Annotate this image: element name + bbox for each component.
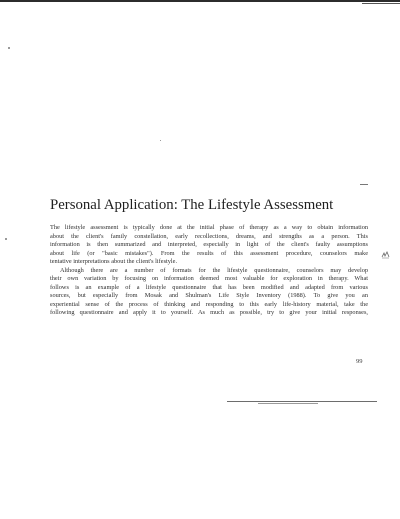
text-line: The lifestyle assessment is typically done at the initial phase of therapy as a way to obtain information <box>50 224 368 231</box>
section-heading: Personal Application: The Lifestyle Assessment <box>50 197 334 213</box>
scan-dash <box>360 184 368 185</box>
text-line: about the client's family constellation, early recollections, dreams, and strengths as a person. This <box>50 232 368 240</box>
text-line: tentative interpretations about the client's lifestyle. <box>50 258 178 266</box>
page-number: 99 <box>356 358 363 365</box>
paragraph-1 <box>50 224 368 267</box>
bottom-rule-fragment <box>258 403 318 404</box>
text-line: information is then summarized and interpreted, especially in light of the client's faulty assumptions <box>50 241 368 249</box>
paragraph-2 <box>50 267 368 318</box>
scan-speck <box>160 140 161 141</box>
text-line: follows is an example of a lifestyle questionnaire that has been modified and adapted from various <box>50 283 368 291</box>
text-line: their own variation by focusing on information deemed most valuable for exploration in therapy. What <box>50 275 368 283</box>
text-line: Although there are a number of formats for the lifestyle questionnaire, counselors may develop <box>60 266 368 274</box>
margin-annotation-mark <box>381 251 390 259</box>
body-text <box>50 224 368 318</box>
top-rule-fragment <box>362 3 400 4</box>
scan-speck <box>8 47 10 49</box>
text-line: experiential sense of the process of thinking and responding to this early life-history material, take the <box>50 300 368 308</box>
text-line: sources, but especially from Mosak and Shulman's Life Style Inventory (1988). To give you an <box>50 292 368 300</box>
scan-speck <box>5 238 7 240</box>
text-line: following questionnaire and apply it to yourself. As much as possible, try to give your initial responses, <box>50 309 368 317</box>
text-line: about life (or "basic mistakes"). From the results of this assessment procedure, counselors make <box>50 249 368 257</box>
bottom-rule <box>227 401 377 402</box>
top-rule <box>0 0 400 2</box>
